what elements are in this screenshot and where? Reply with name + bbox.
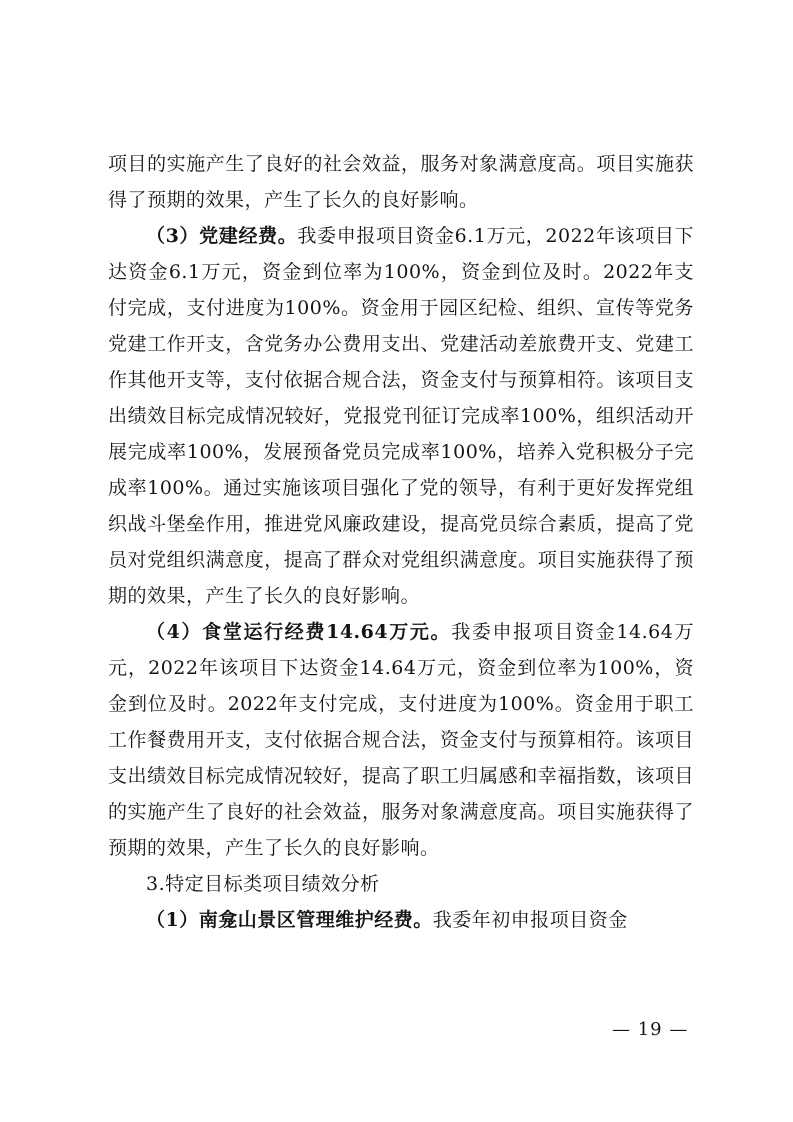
paragraph-body: 项目的实施产生了良好的社会效益，服务对象满意度高。项目实施获得了预期的效果，产生了长久的良好影响。	[108, 153, 694, 211]
paragraph-continuation	[108, 146, 694, 218]
section-heading-text: 3.特定目标类项目绩效分析	[146, 873, 380, 895]
paragraph-canteen-funds	[108, 614, 694, 866]
document-page-body	[108, 146, 694, 938]
section-heading-specific-projects	[108, 866, 694, 902]
paragraph-party-building-funds	[108, 218, 694, 614]
paragraph-body: 我委年初申报项目资金	[432, 909, 628, 931]
paragraph-body: 我委申报项目资金6.1万元，2022年该项目下达资金6.1万元，资金到位率为100%，资金到位及时。2022年支付完成，支付进度为100%。资金用于园区纪检、组织、宣传等党务党建工作开支，含党务办公费用支出、党建活动差旅费开支、党建工作其他开支等，支付依据合规合法，资金支付与预算相符。该项目支出绩效目标完成情况较好，党报党刊征订完成率100%，组织活动开展完成率100%，发展预备党员完成率100%，培养入党积极分子完成率100%。通过实施该项目强化了党的领导，有利于更好发挥党组织战斗堡垒作用，推进党风廉政建设，提高党员综合素质，提高了党员对党组织满意度，提高了群众对党组织满意度。项目实施获得了预期的效果，产生了长久的良好影响。	[108, 225, 694, 607]
page-number: — 19 —	[612, 1019, 689, 1040]
paragraph-scenic-area-funds	[108, 902, 694, 938]
paragraph-heading: （1）南龛山景区管理维护经费。	[146, 909, 433, 931]
paragraph-heading: （3）党建经费。	[146, 225, 298, 247]
paragraph-body: 我委申报项目资金14.64万元，2022年该项目下达资金14.64万元，资金到位率为100%，资金到位及时。2022年支付完成，支付进度为100%。资金用于职工工作餐费用开支，支付依据合规合法，资金支付与预算相符。该项目支出绩效目标完成情况较好，提高了职工归属感和幸福指数，该项目的实施产生了良好的社会效益，服务对象满意度高。项目实施获得了预期的效果，产生了长久的良好影响。	[108, 621, 694, 859]
paragraph-heading: （4）食堂运行经费14.64万元。	[146, 621, 452, 643]
